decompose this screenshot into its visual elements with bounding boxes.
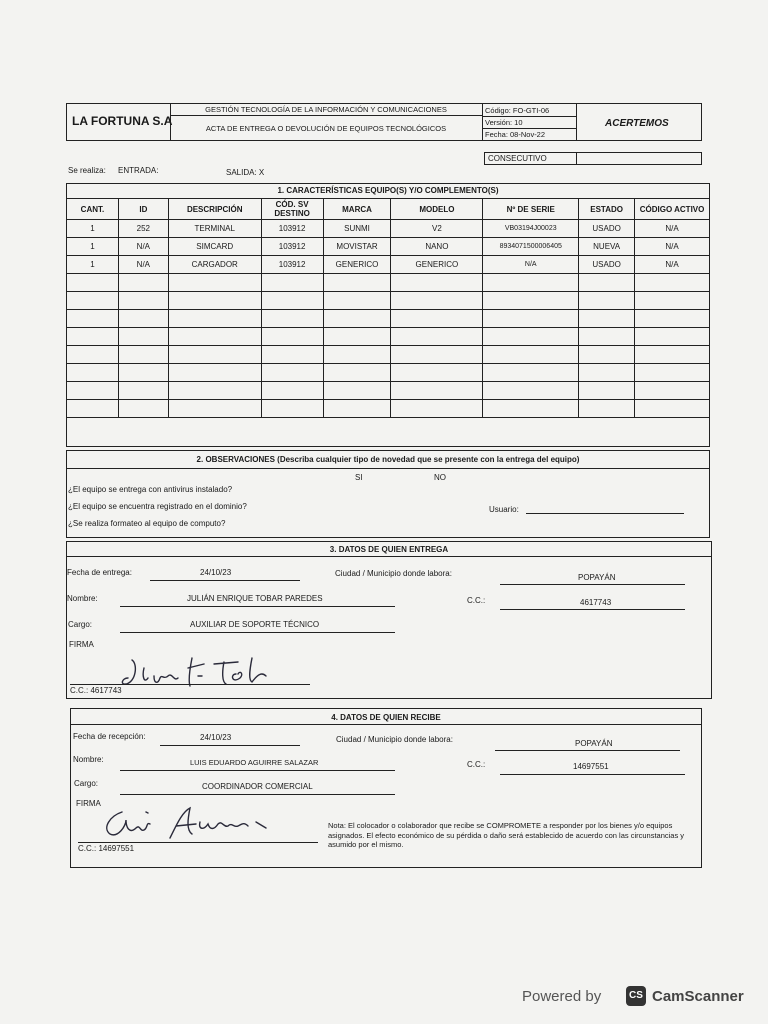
table-cell [579, 328, 635, 346]
section4-title-line [70, 724, 702, 725]
ciudad-recepcion-value: POPAYÁN [575, 739, 613, 748]
table-cell [168, 292, 261, 310]
cargo-entrega-value: AUXILIAR DE SOPORTE TÉCNICO [190, 620, 320, 629]
brand-logo: ACERTEMOS [605, 118, 669, 129]
table-cell [579, 346, 635, 364]
table-cell: N/A [635, 238, 710, 256]
table-cell [483, 310, 579, 328]
fecha-recepcion-label: Fecha de recepción: [73, 732, 146, 741]
section3-title: 3. DATOS DE QUIEN ENTREGA [329, 545, 449, 554]
table-row [67, 292, 710, 310]
table-cell [261, 292, 323, 310]
section2-title: 2. OBSERVACIONES (Describa cualquier tipo de novedad que se presente con la entrega del equipo) [196, 455, 580, 464]
firma-entrega-label: FIRMA [69, 640, 94, 649]
table-cell [483, 400, 579, 418]
table-cell: NANO [391, 238, 483, 256]
table-cell [391, 328, 483, 346]
cargo-entrega-line [120, 632, 395, 633]
cc-entrega-line [500, 609, 685, 610]
table-cell [635, 328, 710, 346]
ciudad-recepcion-line [495, 750, 680, 751]
document-date: Fecha: 08-Nov-22 [485, 130, 546, 139]
table-cell [323, 400, 391, 418]
header-hline-code2 [482, 128, 576, 129]
table-cell [635, 382, 710, 400]
table-cell [118, 292, 168, 310]
section3-title-line [66, 556, 712, 557]
fecha-entrega-label: Fecha de entrega: [67, 568, 132, 577]
table-cell [579, 382, 635, 400]
table-cell: 1 [67, 238, 119, 256]
question-antivirus: ¿El equipo se entrega con antivirus instalado? [68, 485, 233, 494]
table-cell [261, 400, 323, 418]
table-cell: CARGADOR [168, 256, 261, 274]
table-cell [391, 310, 483, 328]
cc-entrega-value: 4617743 [580, 598, 612, 607]
header-divider-3 [576, 103, 577, 141]
nombre-recepcion-label: Nombre: [73, 755, 104, 764]
section2-title-line [66, 468, 710, 469]
table-cell: USADO [579, 220, 635, 238]
table-cell [118, 364, 168, 382]
col-header: CÓDIGO ACTIVO [635, 199, 710, 220]
cargo-recepcion-label: Cargo: [74, 779, 99, 788]
table-cell: SIMCARD [168, 238, 261, 256]
table-cell: TERMINAL [168, 220, 261, 238]
col-header: CÓD. SV DESTINO [261, 199, 323, 220]
powered-by-label: Powered by [522, 988, 602, 1005]
table-row [67, 364, 710, 382]
salida-label: SALIDA: X [226, 168, 265, 177]
table-cell: 103912 [261, 220, 323, 238]
table-cell [168, 364, 261, 382]
nombre-recepcion-value: LUIS EDUARDO AGUIRRE SALAZAR [190, 758, 319, 767]
col-header: ID [118, 199, 168, 220]
header-hline-code1 [482, 116, 576, 117]
section4-title: 4. DATOS DE QUIEN RECIBE [331, 713, 441, 722]
nombre-entrega-line [120, 606, 395, 607]
table-cell [67, 364, 119, 382]
ciudad-recepcion-label: Ciudad / Municipio donde labora: [336, 735, 453, 744]
company-name: LA FORTUNA S.A [72, 114, 173, 128]
ciudad-entrega-line [500, 584, 685, 585]
no-label: NO [434, 473, 446, 482]
table-cell [635, 346, 710, 364]
table-cell [483, 364, 579, 382]
table-cell [635, 364, 710, 382]
nombre-entrega-label: Nombre: [67, 594, 98, 603]
table-cell [391, 346, 483, 364]
table-row [67, 346, 710, 364]
table-cell: VB03194J00023 [483, 220, 579, 238]
table-cell: 8934071500006405 [483, 238, 579, 256]
table-cell [391, 400, 483, 418]
table-cell [67, 328, 119, 346]
table-cell [483, 382, 579, 400]
equipment-table [66, 198, 710, 418]
table-cell: N/A [118, 256, 168, 274]
table-row [67, 382, 710, 400]
nombre-recepcion-line [120, 770, 395, 771]
table-cell [483, 328, 579, 346]
table-cell [118, 310, 168, 328]
fecha-entrega-value: 24/10/23 [200, 568, 232, 577]
table-cell: USADO [579, 256, 635, 274]
question-formateo: ¿Se realiza formateo al equipo de computo? [68, 519, 226, 528]
table-cell [118, 382, 168, 400]
table-cell [261, 346, 323, 364]
table-cell [323, 364, 391, 382]
table-row [67, 238, 710, 256]
ciudad-entrega-label: Ciudad / Municipio donde labora: [335, 569, 452, 578]
consecutivo-label: CONSECUTIVO [488, 154, 547, 163]
table-row [67, 310, 710, 328]
table-cell: N/A [118, 238, 168, 256]
table-cell [261, 310, 323, 328]
table-cell [168, 274, 261, 292]
table-cell: 1 [67, 256, 119, 274]
table-cell [67, 310, 119, 328]
firma-entrega-line [70, 684, 310, 685]
section1-title: 1. CARACTERÍSTICAS EQUIPO(S) Y/O COMPLEMENTO(S) [277, 186, 499, 195]
cc-recepcion-line [500, 774, 685, 775]
col-header: ESTADO [579, 199, 635, 220]
table-row [67, 256, 710, 274]
table-cell [483, 292, 579, 310]
table-cell [67, 292, 119, 310]
table-cell [261, 274, 323, 292]
si-label: SI [355, 473, 363, 482]
table-cell [323, 292, 391, 310]
table-cell [261, 382, 323, 400]
consecutivo-divider [576, 152, 577, 165]
table-cell: 103912 [261, 256, 323, 274]
table-cell [635, 274, 710, 292]
col-header: DESCRIPCIÓN [168, 199, 261, 220]
usuario-line [526, 513, 684, 514]
table-cell [168, 382, 261, 400]
table-cell [261, 328, 323, 346]
table-row [67, 328, 710, 346]
table-cell [168, 328, 261, 346]
firma-recepcion-line [78, 842, 318, 843]
table-row [67, 400, 710, 418]
table-cell [579, 274, 635, 292]
table-cell [323, 346, 391, 364]
table-row [67, 274, 710, 292]
table-cell [391, 382, 483, 400]
cargo-recepcion-line [120, 794, 395, 795]
table-cell [579, 400, 635, 418]
se-realiza-label: Se realiza: [68, 166, 106, 175]
col-header: Nº DE SERIE [483, 199, 579, 220]
signature-entrega [118, 654, 278, 694]
table-header-row [67, 199, 710, 220]
cc-recepcion-label: C.C.: [467, 760, 486, 769]
nombre-entrega-value: JULIÁN ENRIQUE TOBAR PAREDES [187, 594, 323, 603]
table-cell [118, 328, 168, 346]
table-cell: N/A [483, 256, 579, 274]
firma-recepcion-label: FIRMA [76, 799, 101, 808]
usuario-label: Usuario: [489, 505, 519, 514]
table-cell [391, 274, 483, 292]
fecha-entrega-line [150, 580, 300, 581]
entrada-label: ENTRADA: [118, 166, 159, 175]
table-cell [635, 400, 710, 418]
col-header: CANT. [67, 199, 119, 220]
ciudad-entrega-value: POPAYÁN [578, 573, 616, 582]
table-cell [391, 364, 483, 382]
table-cell [483, 346, 579, 364]
table-cell [579, 310, 635, 328]
cc-recepcion-value: 14697551 [573, 762, 609, 771]
table-cell [323, 382, 391, 400]
table-cell: 1 [67, 220, 119, 238]
table-cell: SUNMI [323, 220, 391, 238]
header-divider-2 [482, 103, 483, 141]
table-cell [635, 292, 710, 310]
table-cell: 103912 [261, 238, 323, 256]
table-cell [323, 310, 391, 328]
cargo-recepcion-value: COORDINADOR COMERCIAL [202, 782, 313, 791]
document-title: ACTA DE ENTREGA O DEVOLUCIÓN DE EQUIPOS TECNOLÓGICOS [205, 124, 447, 133]
table-cell: N/A [635, 256, 710, 274]
question-dominio: ¿El equipo se encuentra registrado en el dominio? [68, 502, 247, 511]
table-cell [67, 346, 119, 364]
table-row [67, 220, 710, 238]
table-cell [261, 364, 323, 382]
table-cell: NUEVA [579, 238, 635, 256]
table-cell: N/A [635, 220, 710, 238]
camscanner-logo-icon: CS [626, 986, 646, 1006]
table-cell [579, 292, 635, 310]
document-code: Código: FO-GTI-06 [485, 106, 550, 115]
table-cell [67, 382, 119, 400]
table-cell [67, 400, 119, 418]
cargo-entrega-label: Cargo: [68, 620, 93, 629]
col-header: MODELO [391, 199, 483, 220]
table-cell: GENERICO [391, 256, 483, 274]
table-cell [635, 310, 710, 328]
col-header: MARCA [323, 199, 391, 220]
firma-entrega-cc: C.C.: 4617743 [70, 686, 122, 695]
table-cell: MOVISTAR [323, 238, 391, 256]
table-cell [483, 274, 579, 292]
table-cell: 252 [118, 220, 168, 238]
area-title: GESTIÓN TECNOLOGÍA DE LA INFORMACIÓN Y COMUNICACIONES [205, 105, 447, 114]
signature-recepcion [100, 798, 275, 846]
table-cell [391, 292, 483, 310]
table-cell [168, 310, 261, 328]
fecha-recepcion-line [160, 745, 300, 746]
table-cell [323, 328, 391, 346]
table-cell [118, 400, 168, 418]
nota-text: Nota: El colocador o colaborador que recibe se COMPROMETE a responder por los bienes y/o equipos asignados. El efecto económico de su pérdida o daño será establecido de acuerdo con las circunstancias y asumido por el mismo. [328, 821, 685, 849]
camscanner-brand: CamScanner [652, 988, 744, 1005]
table-cell [168, 346, 261, 364]
cc-entrega-label: C.C.: [467, 596, 486, 605]
table-cell [323, 274, 391, 292]
firma-recepcion-cc: C.C.: 14697551 [78, 844, 135, 853]
table-cell: V2 [391, 220, 483, 238]
fecha-recepcion-value: 24/10/23 [200, 733, 232, 742]
table-cell [67, 274, 119, 292]
table-cell [118, 346, 168, 364]
table-cell [118, 274, 168, 292]
table-cell [579, 364, 635, 382]
document-version: Versión: 10 [485, 118, 523, 127]
table-cell: GENERICO [323, 256, 391, 274]
header-hline-mid [170, 115, 482, 116]
table-cell [168, 400, 261, 418]
